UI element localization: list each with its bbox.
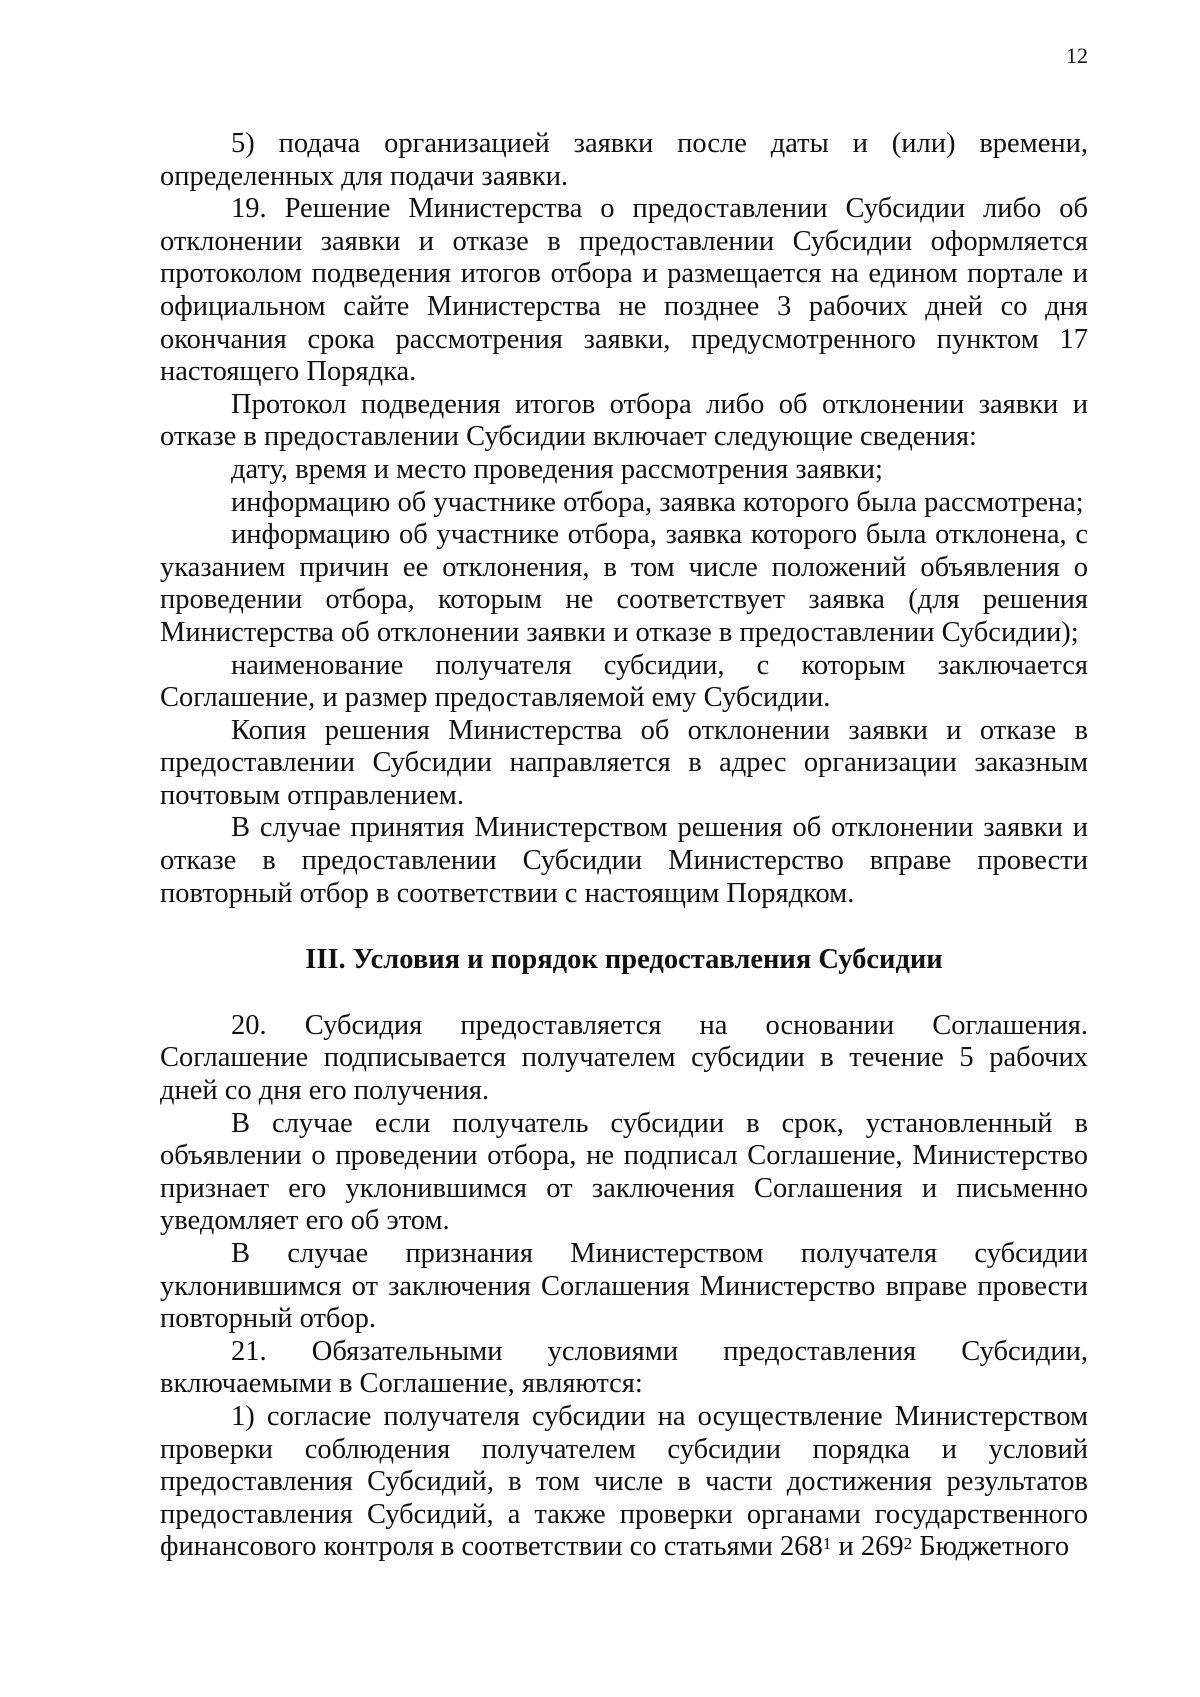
list-item-reviewed-participant: информацию об участнике отбора, заявка которого была рассмотрена;	[231, 486, 1084, 518]
paragraph-20-agreement: 20. Субсидия предоставляется на основании Соглашения. Соглашение подписывается получателем субсидии в течение 5 рабочих дней со дня его получения.	[160, 1009, 1088, 1107]
paragraph-protocol-contents: Протокол подведения итогов отбора либо об отклонении заявки и отказе в предоставлении Субсидии включает следующие сведения:	[160, 388, 1088, 453]
list-item-rejected-participant: информацию об участнике отбора, заявка которого была отклонена, с указанием причин ее отклонения, в том числе положений объявления о проведении отбора, которым не соответствует заявка (для решения Министерства об отклонении заявки и отказе в предоставлении Субсидии);	[160, 519, 1088, 648]
page-number: 12	[1066, 43, 1088, 68]
condition-1-text-end: Бюджетного	[912, 1531, 1070, 1563]
paragraph-19-decision: 19. Решение Министерства о предоставлении Субсидии либо об отклонении заявки и отказе в предоставлении Субсидии оформляется протоколом подведения итогов отбора и размещается на едином портале и официальном сайте Министерства не позднее 3 рабочих дней со дня окончания срока рассмотрения заявки, предусмотренного пунктом 17 настоящего Порядка.	[160, 193, 1088, 388]
condition-1-text-middle: и 269	[831, 1531, 904, 1563]
paragraph-evasion-repeat: В случае признания Министерством получателя субсидии уклонившимся от заключения Соглашения Министерство вправе провести повторный отбор.	[160, 1238, 1088, 1335]
superscript-2: 2	[903, 1534, 913, 1554]
paragraph-21-conditions: 21. Обязательными условиями предоставления Субсидии, включаемыми в Соглашение, являются:	[160, 1335, 1088, 1400]
superscript-1: 1	[822, 1534, 832, 1554]
paragraph-5-late-application: 5) подача организацией заявки после даты и (или) времени, определенных для подачи заявки.	[160, 128, 1088, 192]
list-item-date-time-place: дату, время и место проведения рассмотрения заявки;	[231, 453, 883, 485]
condition-1-text-start: 1) согласие получателя субсидии на осуществление Министерством проверки соблюдения получателем субсидии порядка и условий предоставления Субсидий, в том числе в части достижения результатов предоставления Субсидий, а также проверки органами государственного финансового контроля в соответствии со статьями 268	[160, 1400, 1088, 1563]
paragraph-repeat-selection: В случае принятия Министерством решения об отклонении заявки и отказе в предоставлении Субсидии Министерство вправе провести повторный отбор в соответствии с настоящим Порядком.	[160, 812, 1088, 909]
paragraph-rejection-copy: Копия решения Министерства об отклонении заявки и отказе в предоставлении Субсидии направляется в адрес организации заказным почтовым отправлением.	[160, 714, 1088, 811]
paragraph-evasion: В случае если получатель субсидии в срок, установленный в объявлении о проведении отбора, не подписал Соглашение, Министерство признает его уклонившимся от заключения Соглашения и письменно уведомляет его об этом.	[160, 1107, 1088, 1237]
list-item-recipient-name: наименование получателя субсидии, с которым заключается Соглашение, и размер предоставляемой ему Субсидии.	[160, 649, 1088, 714]
document-body	[160, 128, 1088, 1564]
paragraph-condition-1	[160, 1401, 1088, 1564]
section-heading-iii: III. Условия и порядок предоставления Субсидии	[305, 944, 943, 976]
